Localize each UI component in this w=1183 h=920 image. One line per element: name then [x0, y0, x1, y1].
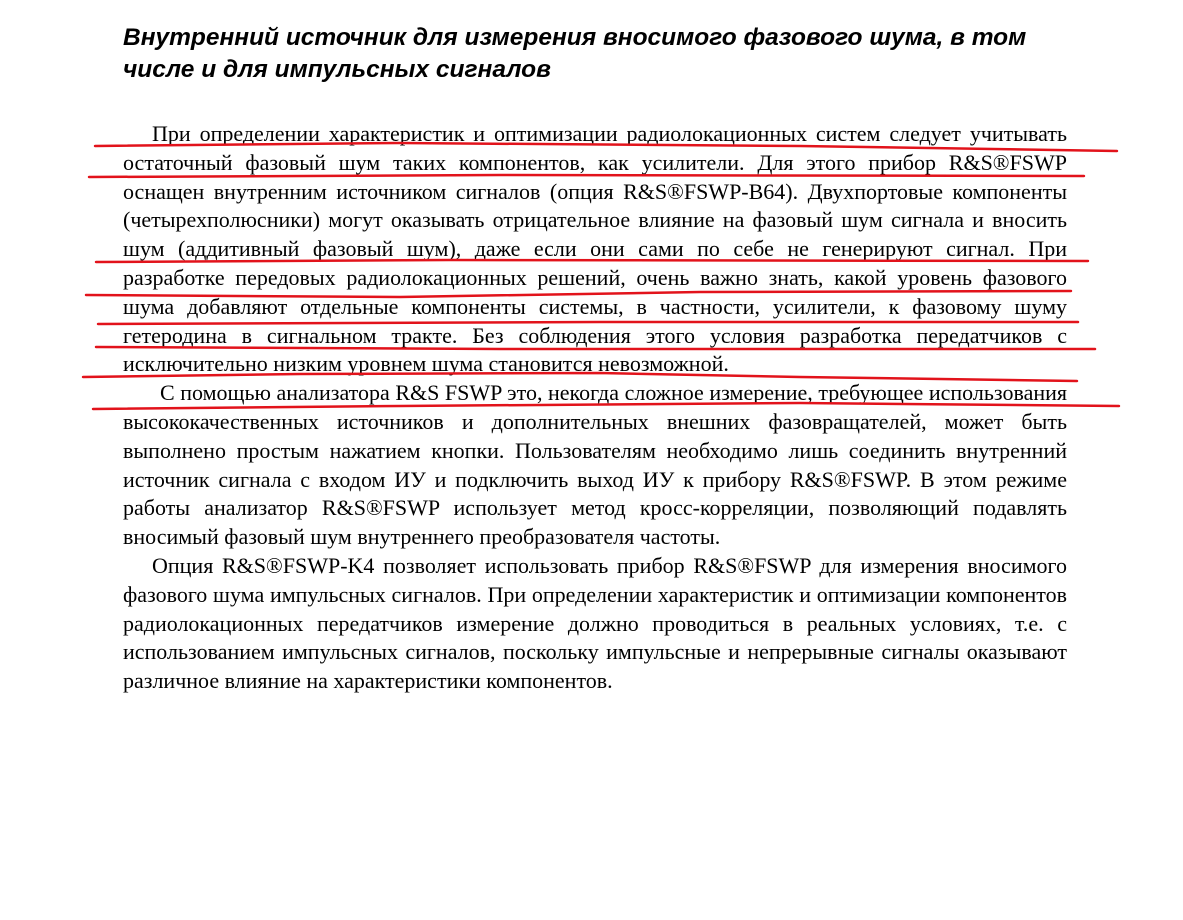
- paragraph-pulse-option: Опция R&S®FSWP-K4 позволяет использовать прибор R&S®FSWP для измерения вносимого фазового шума импульсных сигналов. При определении характеристик и оптимизации компонентов радиолокационных передатчиков измерение должно проводиться в реальных условиях, т.е. с использованием импульсных сигналов, поскольку импульсные и непрерывные сигналы оказывают различное влияние на характеристики компонентов.: [123, 552, 1067, 694]
- paragraph-internal-source: При определении характеристик и оптимизации радиолокационных систем следует учитывать остаточный фазовый шум таких компонентов, как усилители. Для этого прибор R&S®FSWP оснащен внутренним источником сигналов (опция R&S®FSWP-B64). Двухпортовые компоненты (четырехполюсники) могут оказывать отрицательное влияние на фазовый шум сигнала и вносить шум (аддитивный фазовый шум), даже если они сами по себе не генерируют сигнал. При разработке передовых радиолокационных решений, очень важно знать, какой уровень фазового шума добавляют отдельные компоненты системы, в частности, усилители, к фазовому шуму гетеродина в сигнальном тракте. Без соблюдения этого условия разработка передатчиков с исключительно низким уровнем шума становится невозможной.: [123, 121, 1067, 377]
- paragraph-fswp-measurement: С помощью анализатора R&S FSWP это, некогда сложное измерение, требующее использования высококачественных источников и дополнительных внешних фазовращателей, может быть выполнено простым нажатием кнопки. Пользователям необходимо лишь соединить внутренний источник сигнала с входом ИУ и подключить выход ИУ к прибору R&S®FSWP. В этом режиме работы анализатор R&S®FSWP использует метод кросс-корреляции, позволяющий подавлять вносимый фазовый шум внутреннего преобразователя частоты.: [123, 380, 1067, 550]
- document-body: [123, 120, 1067, 696]
- document-title: Внутренний источник для измерения вносимого фазового шума, в том числе и для импульсных сигналов: [123, 24, 1027, 83]
